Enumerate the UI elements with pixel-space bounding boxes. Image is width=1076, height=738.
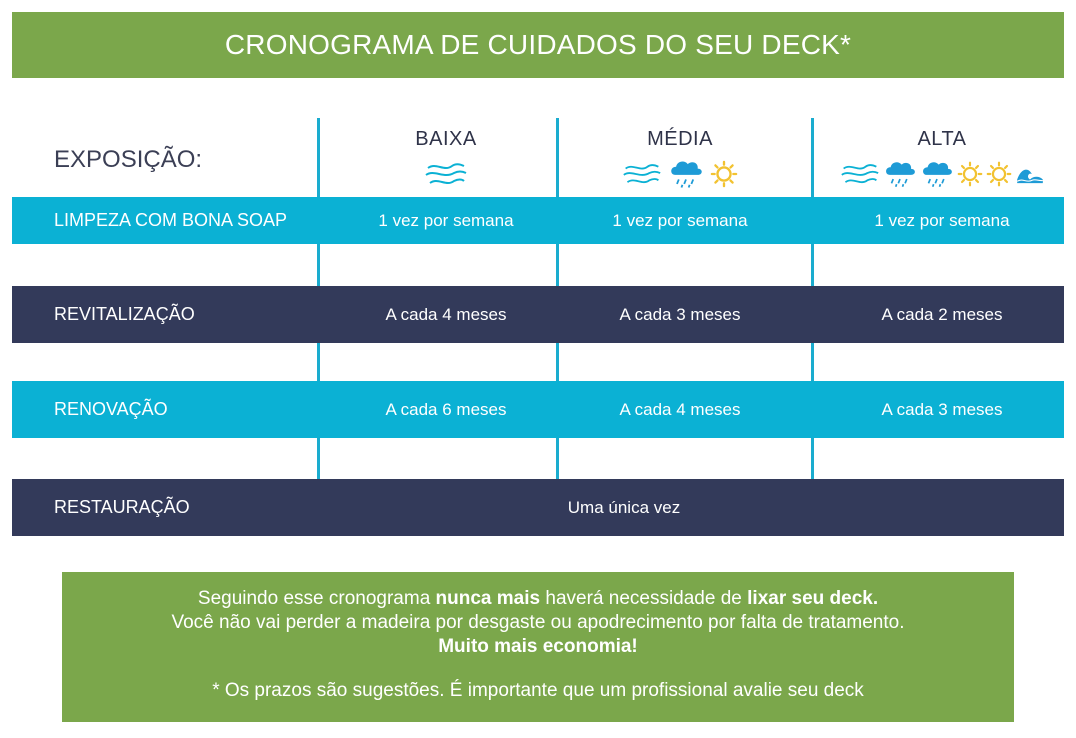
row-label: REVITALIZAÇÃO (54, 304, 195, 324)
cell-baixa: A cada 6 meses (385, 399, 507, 419)
note-bold-text: nunca mais (435, 588, 541, 609)
rain-cloud-icon (920, 159, 954, 189)
header-banner (12, 12, 1064, 78)
schedule-row-limpeza (12, 197, 1064, 244)
cell-baixa: 1 vez por semana (378, 210, 514, 230)
sun-icon (957, 161, 983, 187)
exposure-level-name: BAIXA (415, 128, 477, 150)
cell-baixa: A cada 4 meses (385, 304, 507, 324)
page-title: CRONOGRAMA DE CUIDADOS DO SEU DECK* (224, 29, 852, 60)
wind-icon (840, 160, 880, 188)
wind-icon (622, 160, 662, 188)
exposure-level-name: ALTA (917, 128, 967, 150)
schedule-row-renovacao (12, 381, 1064, 438)
cell-media: 1 vez por semana (612, 210, 748, 230)
exposure-level-name: MÉDIA (647, 128, 713, 150)
note-line-1: Seguindo esse cronograma nunca mais haverá necessidade de lixar seu deck. (197, 588, 879, 609)
wave-icon (1015, 163, 1045, 185)
exposure-level-baixa (327, 128, 565, 191)
exposure-label: EXPOSIÇÃO: (54, 146, 203, 173)
cell-all: Uma única vez (567, 497, 681, 517)
exposure-level-alta (823, 128, 1061, 191)
exposure-level-media (561, 128, 799, 191)
cell-alta: A cada 3 meses (881, 399, 1003, 419)
rain-cloud-icon (668, 158, 704, 190)
rain-cloud-icon (883, 159, 917, 189)
cell-media: A cada 3 meses (619, 304, 741, 324)
cell-alta: 1 vez por semana (874, 210, 1010, 230)
note-line-2: Você não vai perder a madeira por desgaste ou apodrecimento por falta de tratamento. (171, 612, 905, 633)
schedule-row-revitalizacao (12, 286, 1064, 343)
schedule-row-restauracao (12, 479, 1064, 536)
note-bold-text: lixar seu deck. (747, 588, 879, 609)
row-label: RENOVAÇÃO (54, 399, 168, 419)
sun-icon (986, 161, 1012, 187)
note-footnote: * Os prazos são sugestões. É importante que um profissional avalie seu deck (212, 680, 864, 701)
row-label: LIMPEZA COM BONA SOAP (54, 210, 288, 230)
cell-alta: A cada 2 meses (881, 304, 1003, 324)
row-label: RESTAURAÇÃO (54, 497, 190, 517)
cell-media: A cada 4 meses (619, 399, 741, 419)
note-highlight: Muito mais economia! (438, 636, 638, 657)
wind-icon (424, 159, 468, 189)
info-note (62, 572, 1014, 722)
sun-icon (710, 160, 738, 188)
